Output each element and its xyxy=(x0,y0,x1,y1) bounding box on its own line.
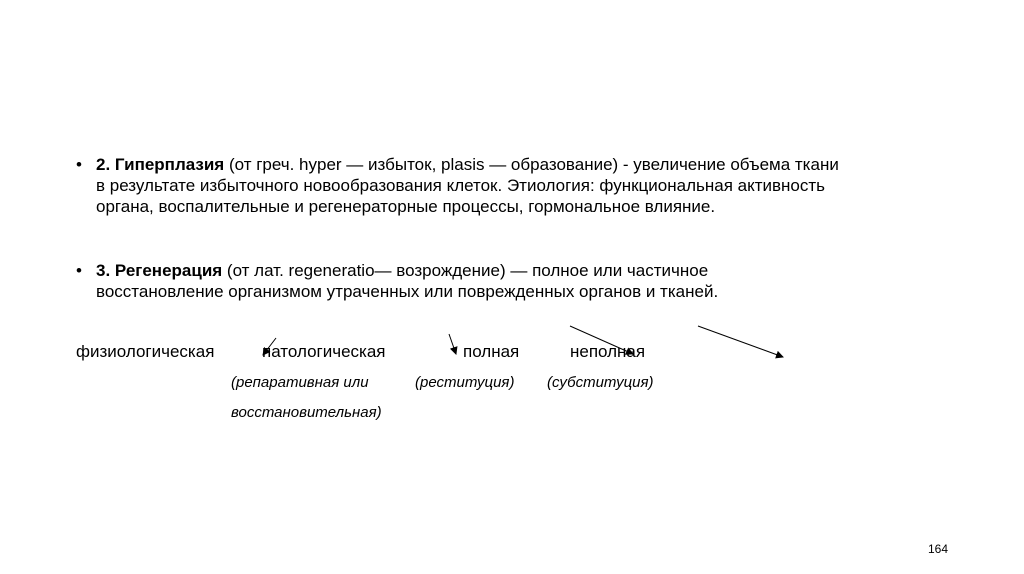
term-partial: неполная xyxy=(570,342,646,361)
page-number: 164 xyxy=(927,542,948,556)
note-substitution: (субституция) xyxy=(547,374,654,391)
arrow-full xyxy=(449,334,456,354)
bullet-dot: • xyxy=(76,261,82,280)
bullet-dot: • xyxy=(76,155,82,174)
bullet-line-2: восстановление организмом утраченных или поврежденных органов и тканей. xyxy=(96,282,719,301)
term-pathological: патологическая xyxy=(262,342,386,361)
bullet-text: (от греч. hyper — избыток, plasis — образование) - увеличение объема ткани xyxy=(224,155,839,174)
note-restorative: восстановительная) xyxy=(231,404,382,421)
arrow-pathological xyxy=(263,338,276,355)
term-full: полная xyxy=(463,342,520,361)
bullet-text: (от лат. regeneratio— возрождение) — полное или частичное xyxy=(222,261,709,280)
bullet-line-2: в результате избыточного новообразования клеток. Этиология: функциональная активность xyxy=(96,176,826,195)
term-hyperplasia: 2. Гиперплазия xyxy=(96,155,225,174)
arrow-right xyxy=(698,326,783,357)
note-reparative: (репаративная или xyxy=(231,374,369,391)
arrow-partial xyxy=(570,326,633,354)
note-restitution: (реституция) xyxy=(415,374,515,391)
term-physiological: физиологическая xyxy=(76,342,215,361)
bullet-line-3: органа, воспалительные и регенераторные процессы, гормональное влияние. xyxy=(96,197,716,216)
term-regeneration: 3. Регенерация xyxy=(96,261,223,280)
